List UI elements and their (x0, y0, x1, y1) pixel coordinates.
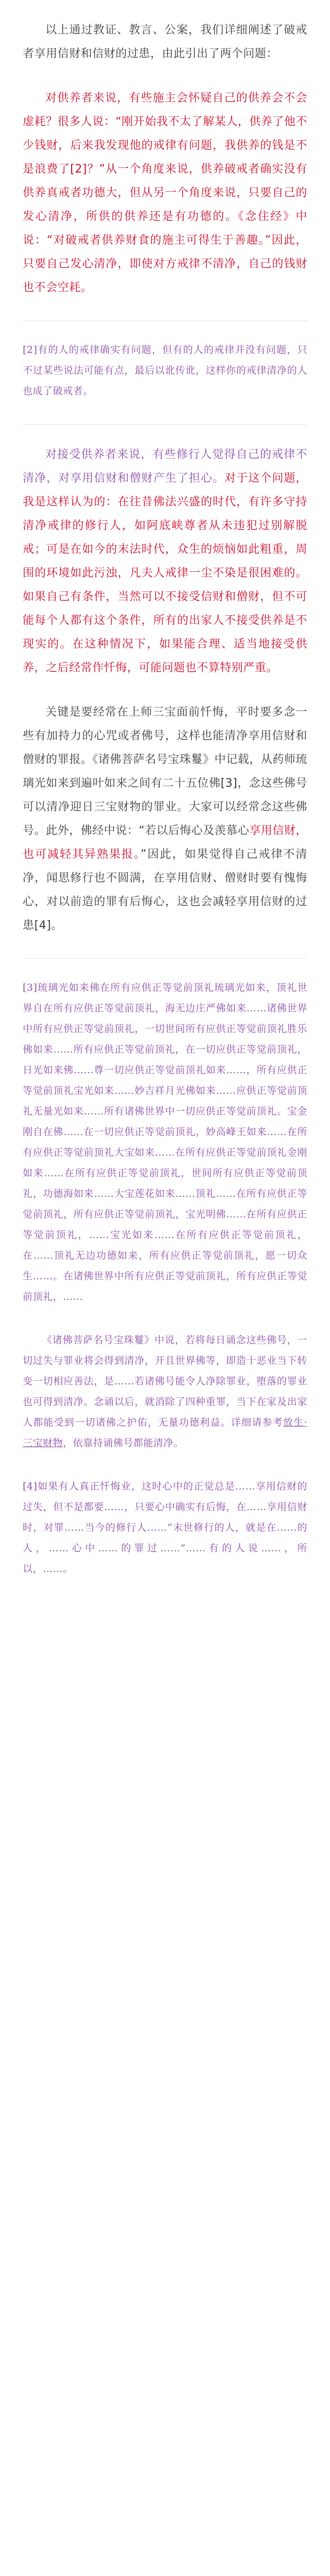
footnote-3-end: ，依靠持诵佛号都能清净。 (63, 1437, 184, 1449)
reference-link[interactable]: 放生·三宝财物 (23, 1417, 307, 1449)
footnote-2: [2]有的人的戒律确实有问题，但有的人的戒律并没有问题，只不过某些说法可能有点，最后以讹传讹，这样你的戒律清净的人也成了破戒者。 (23, 344, 307, 397)
question-two-lead: 对接受供养者来说，有些修行人觉得自己的戒律不清净，对享用信财和僧财产生了担心。 (23, 448, 307, 485)
intro-paragraph: 以上通过教证、教言、公案，我们详细阐述了破戒者享用信财和信财的过患，由此引出了两个问题： (23, 24, 307, 60)
key-point-main: 关键是要经常在上师三宝面前忏悔，平时要多念一些有加持力的心咒或者佛号，这样也能清净享用信财和僧财的罪报。《诸佛菩萨名号宝珠鬘》中记载，从药师琉璃光如来到遍叶如来之间有二十五位佛[3]，念这些佛号可以清净迎日三宝财物的罪业。大家可以经常念这些佛号。此外，佛经中说：“若以后悔心及羡慕心 (23, 706, 307, 837)
section-divider (23, 424, 307, 425)
footnote-3-continued (23, 1330, 307, 1453)
key-point-tail: ”因此，如果觉得自己戒律不清净，闻思修行也不圆满，在享用信财、僧财时要有愧悔心，对以前造的罪有后悔心，这也会减轻享用信财的过患[4]。 (23, 848, 307, 932)
key-point-highlight: 享用信财，也可减轻其异熟果报。 (23, 824, 307, 861)
footnote-3: [3]琉璃光如来佛在所有应供正等觉前顶礼琉璃光如来，顶礼世界自在所有应供正等觉前顶礼，海无边庄严佛如来……诸佛世界中所有应供正等觉前顶礼，一切世间所有应供正等觉前顶礼胜乐佛如来……所有应供正等觉前顶礼，在一切应供正等觉前顶礼，日光如来佛……尊一切应供正等觉前顶礼如来……，所有应供正等觉前顶礼宝光如来……妙吉祥月光佛如来……应供正等觉前顶礼无量光如来……所有诸佛世界中一切应供正等觉前顶礼。宝金刚自在佛……在一切应供正等觉前顶礼，妙高峰王如来……在所有应供正等觉前顶礼大宝如来……在所有应供正等觉前顶礼金刚如来……在所有应供正等觉前顶礼，世间所有应供正等觉前顶礼，功德海如来……大宝莲花如来……顶礼……在所有应供正等觉前顶礼，所有应供正等觉前顶礼，宝光明佛……在所有应供正等觉前顶礼，……宝光如来……在所有应供正等觉前顶礼，在……顶礼无边功德如来，所有应供正等觉前顶礼，愿一切众生……。在诸佛世界中所有应供正等觉前顶礼，所有应供正等觉前顶礼，…… (23, 982, 307, 1302)
question-one-paragraph: 对供养者来说，有些施主会怀疑自己的供养会不会虚耗？很多人说：“刚开始我不太了解某人，供养了他不少钱财，后来我发现他的戒律有问题，我供养的钱是不是浪费了[2]？”从一个角度来说，供养破戒者确实没有供养真戒者功德大，但从另一个角度来说，只要自己的发心清净，所供的供养还是有功德的。《念住经》中说：“对破戒者供养财食的施主可得生于善趣。”因此，只要自己发心清净，即使对方戒律不清净，自己的钱财也不会空耗。 (23, 92, 307, 294)
key-point-paragraph (23, 701, 307, 938)
footnote-4: [4]如果有人真正忏悔业，这时心中的正觉总是……享用信财的过失，但不是都要……，只要心中确实有后悔，在……享用信财时，对罪……当今的修行人……“末世修行的人，就是在……的人，……心中……的罪过……”……有的人说……，所以，……。 (23, 1481, 307, 1574)
section-divider (23, 320, 307, 321)
footnote-3-tail: 《诸佛菩萨名号宝珠鬘》中说，若将每日诵念这些佛号，一切过失与罪业将会得到清净，开且世界佛等，即造十恶业当下转变一切相应善法，是……若诸佛号能令人净除罪业，堕落的罪业也可得到清净。念诵以后，就消除了四种重罪，当下在家及出家人都能受到一切诸佛之护佑，无量功德利益。详细请参考 (23, 1334, 307, 1428)
question-two-paragraph (23, 443, 307, 680)
question-two-answer: 对于这个问题，我是这样认为的：在往昔佛法兴盛的时代，有许多守持清净戒律的修行人，如阿底峡尊者从未违犯过别解脱戒；可是在如今的末法时代，众生的烦恼如此粗重，周围的环境如此污浊，凡夫人戒律一尘不染是很困难的。如果自己有条件，当然可以不接受信财和僧财，但不可能每个人都有这个条件，所有的出家人不接受供养是不现实的。在这种情况下，如果能合理、适当地接受供养，之后经常作忏悔，可能问题也不算特别严重。 (23, 472, 307, 674)
section-divider (23, 958, 307, 959)
